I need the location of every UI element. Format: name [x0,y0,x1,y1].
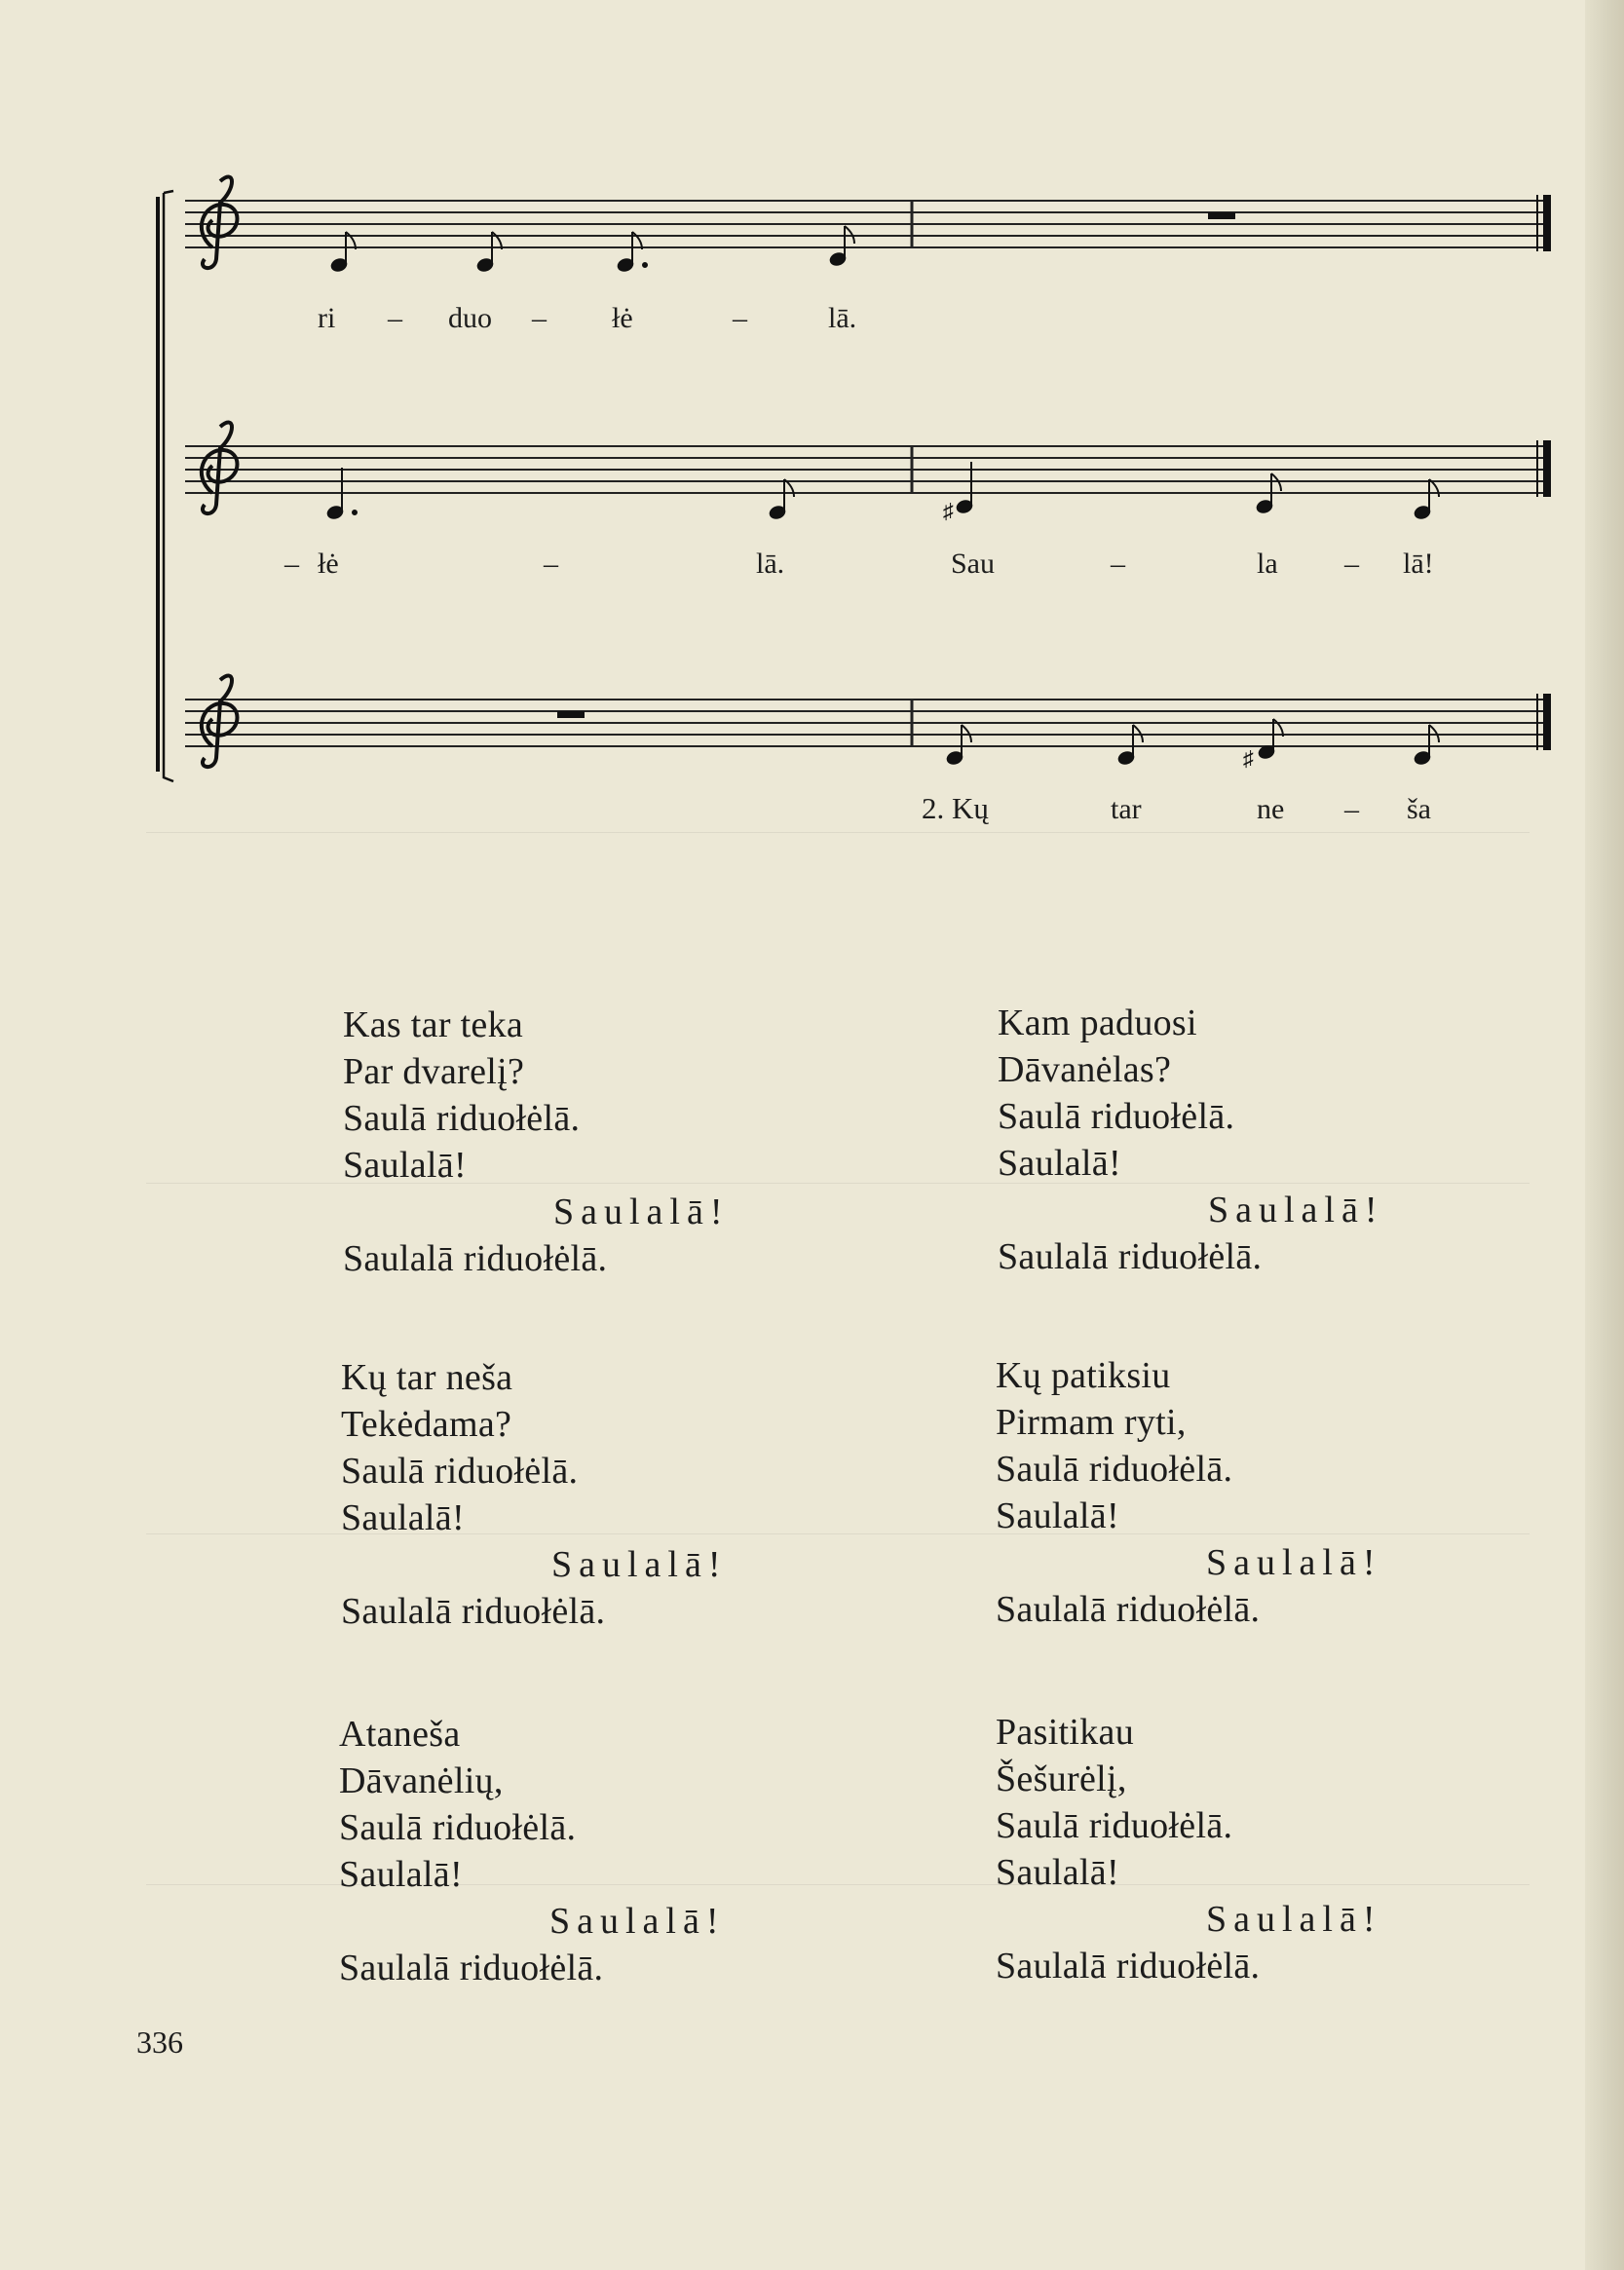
stanza-line: Saulā riduołėlā. [341,1451,579,1492]
whole-rest [557,711,585,718]
lyric-syllable: łė [612,302,633,334]
stanza-5 [339,1711,726,1991]
stanza-line: Dāvanėlas? [998,1049,1172,1090]
stanza-line: Saulalā! [998,1143,1121,1184]
lyric-syllable: – [544,548,558,580]
lyric-syllable: la [1257,548,1278,580]
lyric-syllable: – [388,302,402,334]
stanza-1 [343,1002,730,1282]
stanza-final-line: Saulalā riduołėlā. [339,1948,604,1988]
lyric-syllable: ša [1407,793,1431,825]
stanza-line: Kas tar teka [343,1004,524,1045]
stanza-line: Šešurėlį, [996,1759,1127,1799]
stanza-line: Dāvanėlių, [339,1760,504,1801]
stanza-refrain: Saulalā! [553,1192,730,1232]
lyric-syllable: – [284,548,299,580]
lyric-syllable: lā. [756,548,785,580]
stanza-final-line: Saulalā riduołėlā. [343,1238,608,1279]
lyric-syllable: – [1344,793,1359,825]
stanza-4 [996,1352,1382,1633]
note [1255,473,1281,514]
stanza-line: Saulalā! [996,1495,1119,1536]
stanza-line: Saulā riduołėlā. [339,1807,577,1848]
note [325,468,357,520]
stanza-refrain: Saulalā! [551,1544,728,1585]
staff-3 [185,676,1551,771]
staff-2-lyrics [283,548,1434,580]
stanza-final-line: Saulalā riduołėlā. [996,1589,1261,1630]
staff-3-lyrics [922,791,1431,825]
stanza-refrain: Saulalā! [1206,1899,1382,1940]
music-score [0,0,1624,838]
stanza-refrain: Saulalā! [549,1901,726,1942]
page-number: 336 [136,2024,183,2060]
final-barline [1543,694,1551,750]
stanza-2 [998,1000,1384,1280]
system-bar [156,197,160,772]
svg-text:♯: ♯ [1243,746,1254,771]
lyric-syllable: duo [448,302,492,334]
staff-2 [185,423,1551,523]
note [1243,719,1283,771]
stanza-line: Kų patiksiu [996,1355,1171,1396]
stanza-line: Saulalā! [996,1852,1119,1893]
lyric-syllable: lā. [828,302,857,334]
stanza-line: Saulā riduołėlā. [996,1449,1233,1490]
stanza-line: Kam paduosi [998,1003,1197,1043]
lyric-syllable: – [1111,548,1125,580]
lyric-syllable: łė [318,548,339,580]
stanza-final-line: Saulalā riduołėlā. [998,1236,1263,1277]
stanza-line: Saulā riduołėlā. [998,1096,1235,1137]
stanza-line: Saulā riduołėlā. [343,1098,581,1139]
lyric-syllable: Sau [951,548,995,580]
note [329,232,356,273]
note [1413,479,1439,520]
stanza-line: Par dvarelį? [343,1051,525,1092]
stanza-line: Saulalā! [343,1145,467,1186]
stanza-line: Saulalā! [339,1854,463,1895]
stanza-line: Pasitikau [996,1712,1135,1753]
final-barline [1543,440,1551,497]
stanza-line: Ataneša [339,1714,461,1755]
stanza-final-line: Saulalā riduołėlā. [996,1946,1261,1986]
stanza-line: Pirmam ryti, [996,1402,1187,1443]
stanza-line: Kų tar neša [341,1357,513,1398]
note [616,232,647,273]
lyric-syllable: – [733,302,747,334]
lyric-syllable: lā! [1403,548,1434,580]
lyric-syllable: ne [1257,793,1285,825]
system-bracket [164,191,173,781]
svg-text:♯: ♯ [943,499,954,523]
note [768,479,794,520]
lyric-syllable: – [532,302,547,334]
stanza-3 [341,1354,728,1635]
final-barline [1543,195,1551,251]
stanza-line: Saulalā! [341,1497,465,1538]
lyric-syllable: 2. Kų [922,791,989,825]
note [475,232,502,273]
lyric-syllable: ri [318,302,336,334]
stanza-line: Saulā riduołėlā. [996,1805,1233,1846]
lyric-syllable: tar [1111,793,1142,825]
stanza-refrain: Saulalā! [1208,1190,1384,1230]
stanza-6 [996,1709,1382,1989]
lyric-syllable: – [1344,548,1359,580]
whole-rest [1208,212,1235,219]
staff-1 [185,177,1551,274]
stanza-final-line: Saulalā riduołėlā. [341,1591,606,1632]
stanza-refrain: Saulalā! [1206,1542,1382,1583]
staff-1-lyrics [318,302,856,334]
stanza-line: Tekėdama? [341,1404,512,1445]
